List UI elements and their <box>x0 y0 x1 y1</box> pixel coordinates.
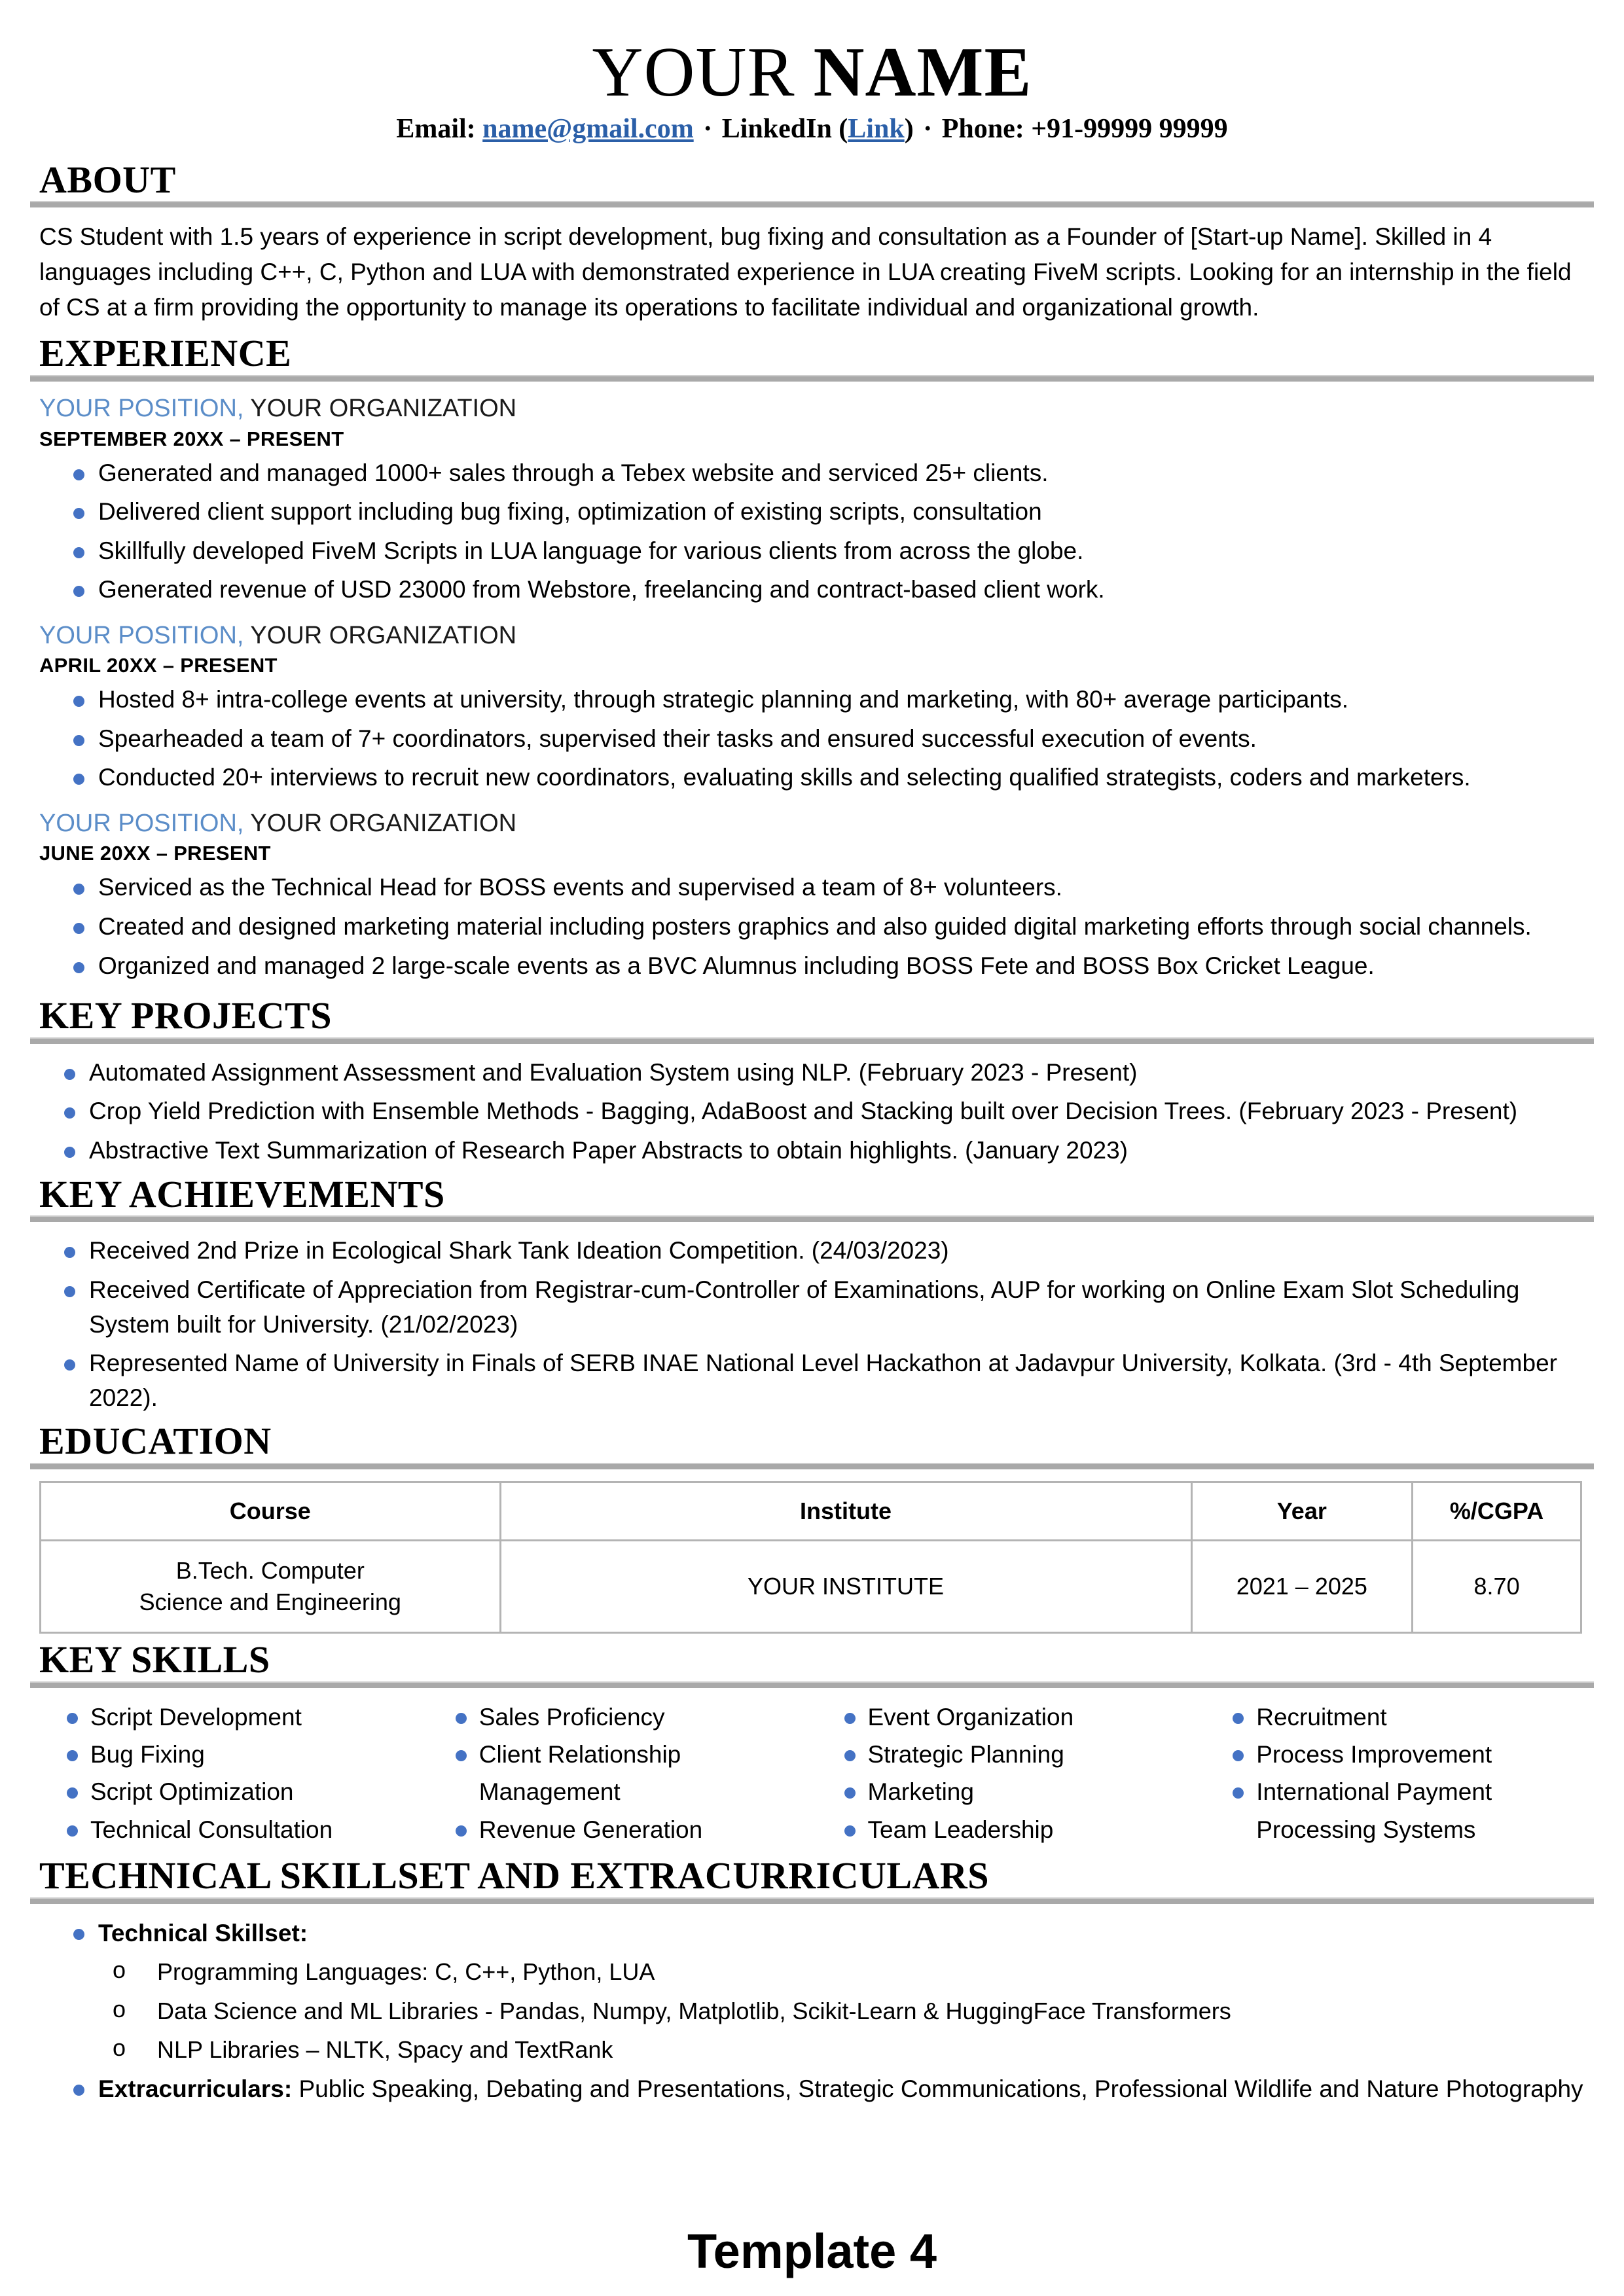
job-bullet: Conducted 20+ interviews to recruit new coordinators, evaluating skills and selecting qualified strategists, coders and marketers. <box>39 761 1594 795</box>
technical-heading: TECHNICAL SKILLSET AND EXTRACURRICULARS <box>39 1854 990 1897</box>
key-achievement-item: Received 2nd Prize in Ecological Shark Tank Ideation Competition. (24/03/2023) <box>30 1234 1594 1268</box>
skills-column-3 <box>817 1700 1206 1850</box>
skill-item: Process Improvement <box>1205 1737 1594 1772</box>
course-line-2: Science and Engineering <box>139 1588 401 1615</box>
skill-item-continuation: Management <box>478 1778 621 1806</box>
section-experience <box>30 334 1594 983</box>
technical-skillset-label: Technical Skillset: <box>39 1916 1594 1951</box>
job-date: APRIL 20XX – PRESENT <box>39 654 278 677</box>
job-date: SEPTEMBER 20XX – PRESENT <box>39 427 344 450</box>
section-technical-skillset <box>30 1856 1594 2107</box>
job-bullet: Generated revenue of USD 23000 from Webstore, freelancing and contract-based client work. <box>39 573 1594 607</box>
job-position: YOUR POSITION, <box>39 395 244 423</box>
skill-item: Script Optimization <box>39 1774 428 1809</box>
experience-entry <box>30 620 1594 795</box>
skill-item: Script Development <box>39 1700 428 1734</box>
skill-item: Technical Consultation <box>39 1812 428 1847</box>
job-bullet-list <box>39 683 1594 795</box>
job-position: YOUR POSITION, <box>39 621 244 649</box>
key-achievements-list <box>30 1234 1594 1415</box>
experience-title-line <box>39 620 1594 652</box>
skill-item: Bug Fixing <box>39 1737 428 1772</box>
job-bullet: Delivered client support including bug fixing, optimization of existing scripts, consultation <box>39 495 1594 529</box>
name-first: YOUR <box>592 33 814 111</box>
key-project-item: Crop Yield Prediction with Ensemble Methods - Bagging, AdaBoost and Stacking built over Decision Trees. (February 2023 - Present) <box>30 1094 1594 1129</box>
skill-item: Recruitment <box>1205 1700 1594 1734</box>
technical-sub-item: o Data Science and ML Libraries - Pandas, Numpy, Matplotlib, Scikit-Learn & HuggingFace Transformers <box>39 1994 1594 2028</box>
experience-entry <box>30 808 1594 983</box>
key-projects-heading: KEY PROJECTS <box>39 994 332 1037</box>
cell-cgpa: 8.70 <box>1413 1540 1581 1632</box>
education-divider <box>30 1463 1594 1469</box>
cell-course <box>41 1540 501 1632</box>
job-bullet: Organized and managed 2 large-scale events as a BVC Alumnus including BOSS Fete and BOSS Box Cricket League. <box>39 949 1594 984</box>
skill-item: Event Organization <box>817 1700 1206 1734</box>
technical-sub-item: o Programming Languages: C, C++, Python, LUA <box>39 1955 1594 1989</box>
education-table <box>39 1481 1582 1634</box>
technical-sub-item: o NLP Libraries – NLTK, Spacy and TextRank <box>39 2033 1594 2067</box>
job-bullet: Hosted 8+ intra-college events at university, through strategic planning and marketing, with 80+ average participants. <box>39 683 1594 717</box>
education-heading: EDUCATION <box>39 1420 272 1463</box>
email-link[interactable]: name@gmail.com <box>482 114 694 145</box>
job-position: YOUR POSITION, <box>39 809 244 837</box>
skill-item: Sales Proficiency <box>428 1700 817 1734</box>
contact-separator-2: · <box>916 114 939 145</box>
template-label: Template 4 <box>687 2224 937 2278</box>
section-key-projects <box>30 996 1594 1168</box>
table-row <box>41 1540 1581 1632</box>
key-projects-list <box>30 1056 1594 1168</box>
linkedin-label: LinkedIn ( <box>721 114 848 145</box>
skills-column-4 <box>1205 1700 1594 1850</box>
column-header-institute: Institute <box>500 1482 1191 1540</box>
cell-institute: YOUR INSTITUTE <box>500 1540 1191 1632</box>
key-achievements-heading: KEY ACHIEVEMENTS <box>39 1172 445 1215</box>
key-achievement-item: Represented Name of University in Finals of SERB INAE National Level Hackathon at Jadavpur University, Kolkata. (3rd - 4th September 2022). <box>30 1346 1594 1415</box>
skills-column-2 <box>428 1700 817 1850</box>
contact-line <box>30 113 1594 145</box>
job-bullet: Generated and managed 1000+ sales through a Tebex website and serviced 25+ clients. <box>39 456 1594 491</box>
key-achievements-divider <box>30 1215 1594 1222</box>
key-achievement-item: Received Certificate of Appreciation from Registrar-cum-Controller of Examinations, AUP for working on Online Exam Slot Scheduling System built for University. (21/02/2023) <box>30 1273 1594 1342</box>
skill-item: Marketing <box>817 1774 1206 1809</box>
skill-item: Strategic Planning <box>817 1737 1206 1772</box>
job-organization: YOUR ORGANIZATION <box>244 809 517 837</box>
table-header-row <box>41 1482 1581 1540</box>
linkedin-close-paren: ) <box>904 114 914 145</box>
key-projects-divider <box>30 1037 1594 1044</box>
key-skills-heading: KEY SKILLS <box>39 1638 270 1681</box>
skills-column-1 <box>39 1700 428 1850</box>
key-skills-divider <box>30 1681 1594 1688</box>
about-divider <box>30 201 1594 207</box>
email-label: Email: <box>396 114 483 145</box>
column-header-cgpa: %/CGPA <box>1413 1482 1581 1540</box>
extracurriculars-label: Extracurriculars: <box>98 2075 299 2103</box>
key-project-item: Abstractive Text Summarization of Research Paper Abstracts to obtain highlights. (January 2023) <box>30 1134 1594 1168</box>
job-bullet: Serviced as the Technical Head for BOSS events and supervised a team of 8+ volunteers. <box>39 870 1594 905</box>
cell-year: 2021 – 2025 <box>1191 1540 1413 1632</box>
page-title <box>30 33 1594 111</box>
about-heading: ABOUT <box>39 158 176 201</box>
column-header-year: Year <box>1191 1482 1413 1540</box>
contact-separator-1: · <box>696 114 719 145</box>
technical-divider <box>30 1897 1594 1904</box>
linkedin-link[interactable]: Link <box>848 114 905 145</box>
course-line-1: B.Tech. Computer <box>175 1556 365 1584</box>
job-organization: YOUR ORGANIZATION <box>244 621 517 649</box>
key-project-item: Automated Assignment Assessment and Evaluation System using NLP. (February 2023 - Present) <box>30 1056 1594 1090</box>
job-date: JUNE 20XX – PRESENT <box>39 842 271 865</box>
name-last: NAME <box>813 33 1032 111</box>
skill-item-continuation: Processing Systems <box>1256 1816 1476 1843</box>
job-bullet: Created and designed marketing material including posters graphics and also guided digital marketing efforts through social channels. <box>39 910 1594 944</box>
education-table-wrapper <box>30 1481 1594 1634</box>
experience-title-line <box>39 393 1594 425</box>
extracurriculars-text: Public Speaking, Debating and Presentations, Strategic Communications, Professional Wildlife and Nature Photography <box>298 2075 1583 2103</box>
skill-item: International Payment <box>1205 1774 1594 1809</box>
job-bullet-list <box>39 870 1594 983</box>
experience-title-line <box>39 808 1594 840</box>
phone-text: Phone: +91-99999 99999 <box>941 114 1228 145</box>
skill-item: Team Leadership <box>817 1812 1206 1847</box>
about-text: CS Student with 1.5 years of experience in script development, bug fixing and consultation as a Founder of [Start-up Name]. Skilled in 4 languages including C++, C, Python and LUA with demonstrated experience in LUA creating FiveM scripts. Looking for an internship in the field of CS at a firm providing the opportunity to manage its operations to facilitate individual and organizational growth. <box>39 223 1572 321</box>
experience-entry <box>30 393 1594 607</box>
job-bullet: Spearheaded a team of 7+ coordinators, supervised their tasks and ensured successful execution of events. <box>39 722 1594 757</box>
skill-item: Client Relationship <box>428 1737 817 1772</box>
experience-heading: EXPERIENCE <box>39 332 292 375</box>
section-about <box>30 160 1594 325</box>
section-key-skills <box>30 1640 1594 1850</box>
skill-item: Revenue Generation <box>428 1812 817 1847</box>
technical-list <box>30 1916 1594 2107</box>
key-skills-grid <box>30 1700 1594 1850</box>
column-header-course: Course <box>41 1482 501 1540</box>
job-bullet-list <box>39 456 1594 607</box>
section-key-achievements <box>30 1172 1594 1416</box>
extracurriculars-item <box>39 2072 1594 2107</box>
job-bullet: Skillfully developed FiveM Scripts in LUA language for various clients from across the globe. <box>39 534 1594 569</box>
job-organization: YOUR ORGANIZATION <box>244 395 517 423</box>
experience-divider <box>30 375 1594 382</box>
section-education <box>30 1422 1594 1634</box>
